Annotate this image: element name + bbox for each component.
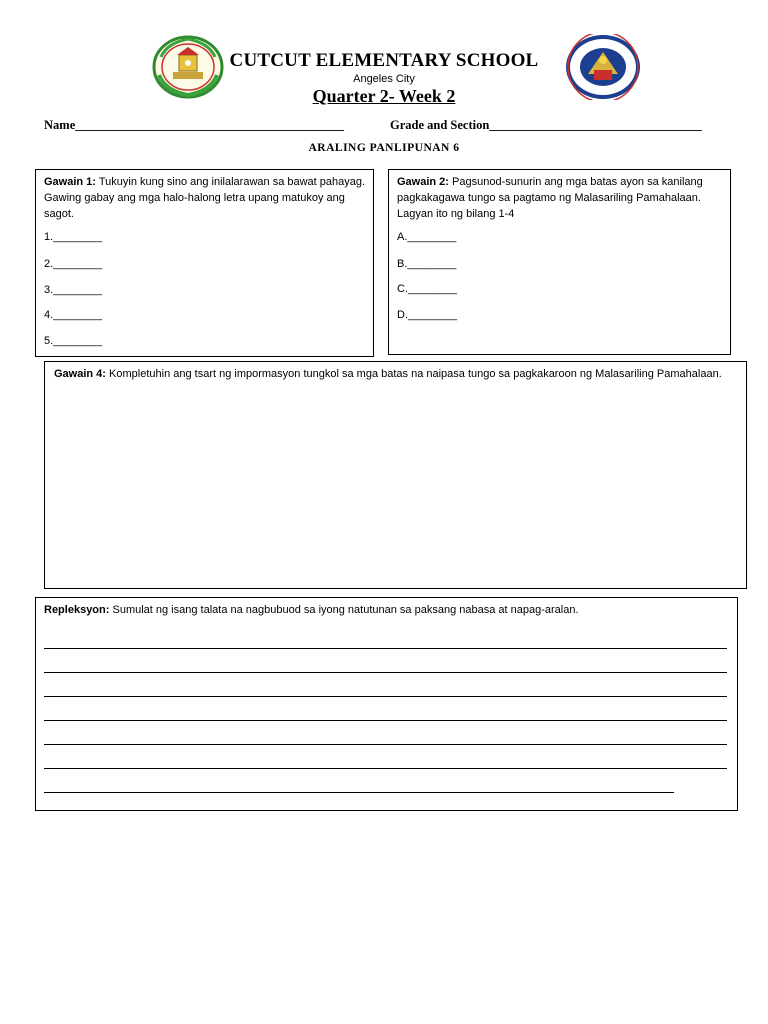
gawain-2-answer-d[interactable]: D.________	[397, 309, 457, 321]
writing-line[interactable]	[44, 768, 727, 769]
writing-line[interactable]	[44, 696, 727, 697]
gawain-1-answer-3[interactable]: 3.________	[44, 284, 103, 296]
gawain-2-answer-c[interactable]: C.________	[397, 283, 457, 295]
gawain-4-label: Gawain 4:	[54, 368, 106, 380]
gawain-2-label: Gawain 2:	[397, 176, 449, 188]
writing-line[interactable]	[44, 792, 674, 793]
gawain-1-answer-4[interactable]: 4.________	[44, 309, 103, 321]
repleksyon-box[interactable]	[35, 597, 738, 811]
gawain-2-box	[388, 169, 731, 355]
gawain-1-answer-1[interactable]: 1.________	[44, 231, 103, 243]
gawain-2-answer-b[interactable]: B.________	[397, 258, 457, 270]
writing-line[interactable]	[44, 744, 727, 745]
gawain-1-text: Tukuyin kung sino ang inilalarawan sa bawat pahayag. Gawing gabay ang mga halo-halong letra upang matukoy ang sagot.	[44, 176, 366, 220]
gawain-2-answer-a[interactable]: A.________	[397, 231, 457, 243]
grade-section-field[interactable]: Grade and Section__________________________________	[390, 118, 702, 132]
name-field[interactable]: Name___________________________________________	[44, 118, 344, 132]
gawain-1-label: Gawain 1:	[44, 176, 96, 188]
repleksyon-label: Repleksyon:	[44, 604, 110, 616]
gawain-2-text: Pagsunod-sunurin ang mga batas ayon sa kanilang pagkakagawa tungo sa pagtamo ng Malasariling Pamahalaan. Lagyan ito ng bilang 1-4	[397, 176, 703, 220]
repleksyon-instructions	[44, 602, 730, 618]
gawain-4-instructions	[54, 366, 738, 382]
writing-line[interactable]	[44, 720, 727, 721]
gawain-4-text: Kompletuhin ang tsart ng impormasyon tungkol sa mga batas na naipasa tungo sa pagkakaroon ng Malasariling Pamahalaan.	[109, 368, 722, 380]
gawain-4-box[interactable]	[44, 361, 747, 589]
gawain-1-answer-2[interactable]: 2.________	[44, 258, 103, 270]
repleksyon-text: Sumulat ng isang talata na nagbubuod sa iyong natutunan sa paksang nabasa at napag-aralan.	[112, 604, 579, 616]
writing-line[interactable]	[44, 672, 727, 673]
writing-line[interactable]	[44, 648, 727, 649]
school-city: Angeles City	[353, 73, 415, 85]
gawain-1-box	[35, 169, 374, 357]
school-name: CUTCUT ELEMENTARY SCHOOL	[229, 50, 539, 71]
gawain-1-answer-5[interactable]: 5.________	[44, 335, 103, 347]
gawain-2-instructions	[397, 174, 723, 222]
gawain-1-instructions	[44, 174, 368, 222]
quarter-week-title: Quarter 2- Week 2	[312, 86, 456, 106]
subject-title: ARALING PANLIPUNAN 6	[308, 142, 460, 154]
